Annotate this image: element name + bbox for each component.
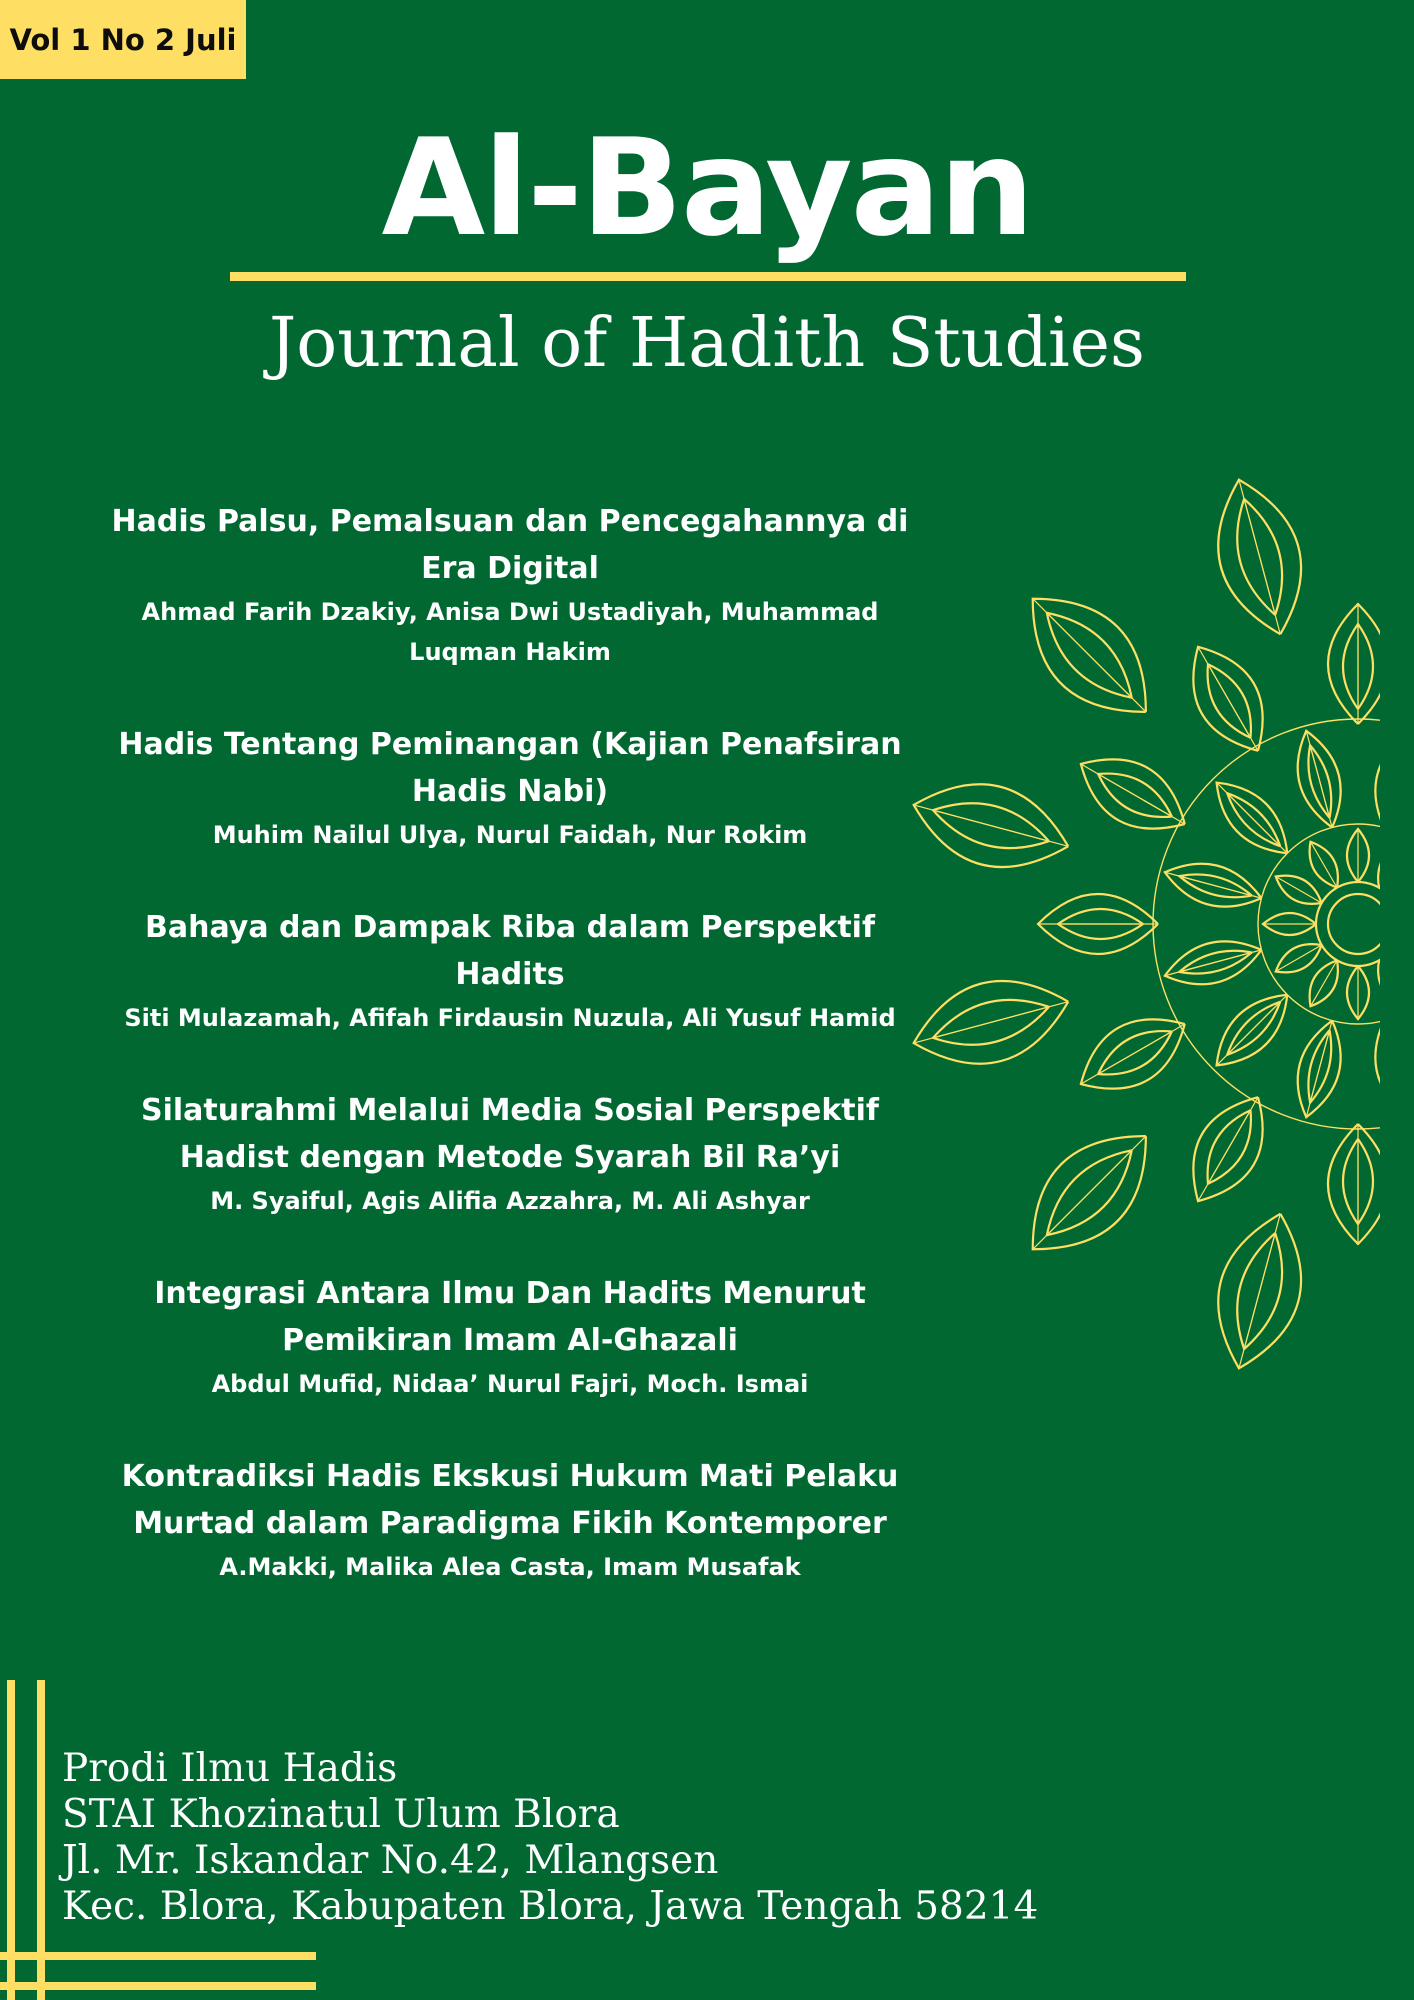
article-title-line: Kontradiksi Hadis Ekskusi Hukum Mati Pelaku (121, 1459, 899, 1494)
article-title-line: Integrasi Antara Ilmu Dan Hadits Menurut (154, 1276, 866, 1311)
publisher-address (62, 1746, 1162, 1930)
article-authors (70, 1181, 950, 1221)
mandala-vein (1227, 793, 1280, 846)
article-title-line: Pemikiran Imam Al-Ghazali (282, 1323, 738, 1358)
mandala-vein (1098, 774, 1172, 817)
mandala-vein (1179, 876, 1251, 895)
mandala-ornament-icon (880, 447, 1380, 1401)
article-authors (70, 1364, 950, 1404)
article-authors-line: Luqman Hakim (409, 638, 611, 666)
mandala-vein (1208, 1110, 1251, 1184)
mandala-core (1328, 894, 1380, 954)
journal-title: Al-Bayan (381, 110, 1033, 266)
article-title (70, 721, 950, 815)
mandala-vein (1208, 664, 1251, 738)
article-item (70, 1270, 950, 1404)
article-item (70, 498, 950, 672)
decorative-horizontal-line (0, 1982, 316, 1990)
mandala-petal (1375, 731, 1380, 828)
mandala-vein (1098, 1032, 1172, 1075)
address-line: STAI Khozinatul Ulum Blora (62, 1792, 620, 1837)
article-authors-line: Abdul Mufid, Nidaa’ Nurul Fajri, Moch. Ismai (211, 1370, 809, 1398)
article-title-line: Hadis Nabi) (411, 774, 609, 809)
article-title-line: Hadits (455, 957, 565, 992)
article-title-line: Hadis Palsu, Pemalsuan dan Pencegahannya di (111, 504, 909, 539)
article-title-line: Era Digital (421, 551, 599, 586)
article-title-line: Hadis Tentang Peminangan (Kajian Penafsiran (118, 727, 902, 762)
article-title (70, 1087, 950, 1181)
address-line: Kec. Blora, Kabupaten Blora, Jawa Tengah 58214 (62, 1884, 1039, 1929)
mandala-vein (1227, 1002, 1280, 1055)
article-title (70, 904, 950, 998)
decorative-horizontal-line (0, 1952, 316, 1960)
article-authors-line: Ahmad Farih Dzakiy, Anisa Dwi Ustadiyah, Muhammad (141, 598, 879, 626)
article-list (70, 498, 950, 1636)
article-item (70, 721, 950, 855)
article-title-line: Silaturahmi Melalui Media Sosial Perspektif (140, 1093, 879, 1128)
article-authors-line: Muhim Nailul Ulya, Nurul Faidah, Nur Rokim (212, 821, 808, 849)
mandala-vein (1047, 1150, 1132, 1235)
mandala-vein (1179, 952, 1251, 971)
article-item (70, 1453, 950, 1587)
mandala-petal (1375, 1021, 1380, 1118)
article-item (70, 1087, 950, 1221)
issue-badge: Vol 1 No 2 Juli (0, 0, 246, 79)
title-divider (230, 272, 1186, 281)
journal-subtitle: Journal of Hadith Studies (269, 304, 1145, 383)
article-title-line: Hadist dengan Metode Syarah Bil Ra’yi (179, 1140, 841, 1175)
article-authors-line: A.Makki, Malika Alea Casta, Imam Musafak (219, 1553, 801, 1581)
article-authors (70, 592, 950, 672)
article-authors-line: M. Syaiful, Agis Alifia Azzahra, M. Ali Ashyar (210, 1187, 810, 1215)
address-line: Prodi Ilmu Hadis (62, 1746, 398, 1791)
mandala-petal (1378, 960, 1380, 1006)
mandala-vein (1310, 1030, 1329, 1102)
mandala-vein (1310, 745, 1329, 817)
article-title (70, 1270, 950, 1364)
article-title-line: Murtad dalam Paradigma Fikih Kontemporer (133, 1506, 887, 1541)
mandala-petal (1378, 842, 1380, 888)
article-authors (70, 1547, 950, 1587)
article-title-line: Bahaya dan Dampak Riba dalam Perspektif (144, 910, 875, 945)
article-title (70, 1453, 950, 1547)
article-authors (70, 998, 950, 1038)
address-line: Jl. Mr. Iskandar No.42, Mlangsen (62, 1838, 719, 1883)
article-item (70, 904, 950, 1038)
mandala-vein (1047, 613, 1132, 698)
article-authors-line: Siti Mulazamah, Afifah Firdausin Nuzula, Ali Yusuf Hamid (124, 1004, 896, 1032)
article-title (70, 498, 950, 592)
article-authors (70, 815, 950, 855)
